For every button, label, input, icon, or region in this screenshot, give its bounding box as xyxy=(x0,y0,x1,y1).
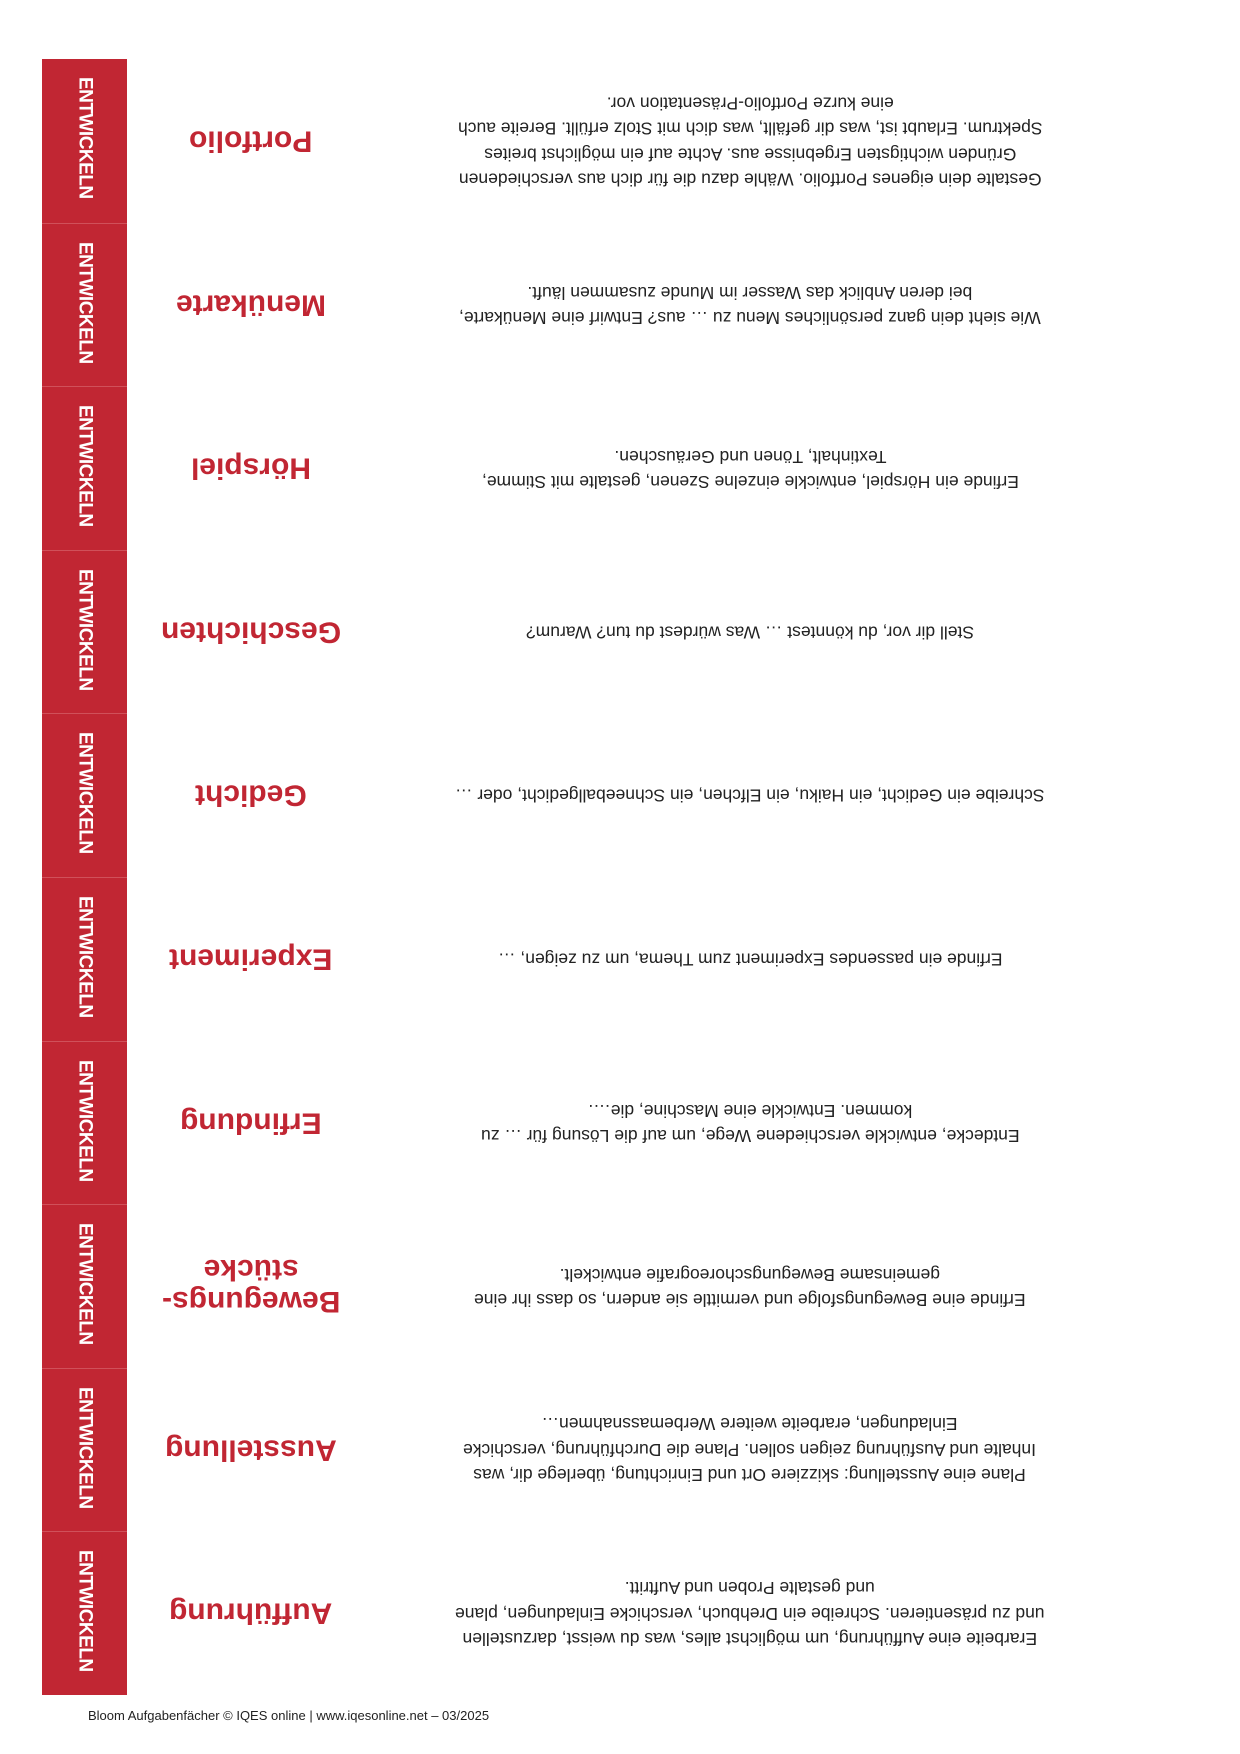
card-title: Experiment xyxy=(169,942,333,976)
card-text: Erarbeite eine Aufführung, um möglichst alles, was du weisst, darzustellen und zu präsentieren. Schreibe ein Drehbuch, verschicke Einladungen, plane und gestalte Proben und Auftritt. xyxy=(455,1578,1045,1650)
category-tab xyxy=(42,1204,127,1368)
category-tab xyxy=(42,713,127,877)
card-sheet xyxy=(42,59,1125,1695)
card-row xyxy=(42,713,1125,877)
page-footer: Bloom Aufgabenfächer © IQES online | www.iqesonline.net – 03/2025 xyxy=(88,1708,490,1723)
category-tab xyxy=(42,1531,127,1695)
card-title: Portfolio xyxy=(189,124,313,158)
card-title: Gedicht xyxy=(195,778,307,812)
category-label: ENTWICKELN xyxy=(74,1223,96,1345)
card-title-cell xyxy=(127,1041,375,1205)
card-text-cell xyxy=(375,59,1125,223)
card-title-cell xyxy=(127,877,375,1041)
category-label: ENTWICKELN xyxy=(74,241,96,364)
card-text-cell xyxy=(375,550,1125,714)
card-text: Erfinde eine Bewegungsfolge und vermittle sie andern, so dass ihr eine gemeinsame Bewegungschoreografie entwickelt. xyxy=(474,1263,1026,1310)
card-title-cell xyxy=(127,1204,375,1368)
card-text-cell xyxy=(375,386,1125,550)
card-title: Hörspiel xyxy=(190,451,312,485)
card-text-cell xyxy=(375,1041,1125,1205)
card-row xyxy=(42,1531,1125,1695)
category-label: ENTWICKELN xyxy=(74,1550,96,1672)
card-text: Schreibe ein Gedicht, ein Haiku, ein Elfchen, ein Schneeballgedicht, oder … xyxy=(455,785,1045,806)
card-text-cell xyxy=(375,713,1125,877)
card-title-cell xyxy=(127,1531,375,1695)
card-title-cell xyxy=(127,386,375,550)
card-title-cell xyxy=(127,59,375,223)
card-text-cell xyxy=(375,877,1125,1041)
category-tab xyxy=(42,223,127,387)
card-title-cell xyxy=(127,713,375,877)
card-text-cell xyxy=(375,223,1125,387)
card-text: Erfinde ein Hörspiel, entwickle einzelne Szenen, gestalte mit Stimme, Textinhalt, Tönen und Geräuschen. xyxy=(481,445,1019,492)
category-label: ENTWICKELN xyxy=(74,1386,96,1509)
card-text-cell xyxy=(375,1368,1125,1532)
card-title: Menükarte xyxy=(175,288,327,322)
card-row xyxy=(42,1041,1125,1205)
card-row xyxy=(42,550,1125,714)
category-label: ENTWICKELN xyxy=(74,77,96,199)
category-tab xyxy=(42,59,127,223)
category-label: ENTWICKELN xyxy=(74,1059,96,1182)
card-text: Wie sieht dein ganz persönliches Menu zu … aus? Entwirf eine Menükarte, bei deren Anblick das Wasser im Munde zusammen läuft. xyxy=(459,282,1041,328)
card-title-cell xyxy=(127,1368,375,1532)
card-title: Erfindung xyxy=(180,1106,322,1140)
card-text: Plane eine Ausstellung: skizziere Ort und Einrichtung, überlege dir, was Inhalte und Ausführung zeigen sollen. Plane die Durchführung, verschicke Einladungen, erarbeite weitere Werbemassnahmen… xyxy=(463,1414,1037,1486)
card-title: Geschichten xyxy=(160,615,342,649)
card-title-cell xyxy=(127,550,375,714)
card-row xyxy=(42,59,1125,223)
card-row xyxy=(42,1368,1125,1532)
card-text: Erfinde ein passendes Experiment zum Thema, um zu zeigen, … xyxy=(497,949,1003,970)
category-tab xyxy=(42,550,127,714)
card-text: Stell dir vor, du könntest … Was würdest du tun? Warum? xyxy=(525,622,975,643)
card-text: Gestalte dein eigenes Portfolio. Wähle dazu die für dich aus verschiedenen Gründen wichtigsten Ergebnisse aus. Achte auf ein möglichst breites Spektrum. Erlaubt ist, was dir gefällt, was dich mit Stolz erfüllt. Bereite auch eine kurze Portfolio-Präsentation vor. xyxy=(457,93,1043,190)
card-title-cell xyxy=(127,223,375,387)
category-label: ENTWICKELN xyxy=(74,732,96,855)
card-row xyxy=(42,223,1125,387)
card-row xyxy=(42,386,1125,550)
card-title: Ausstellung xyxy=(165,1433,337,1467)
category-label: ENTWICKELN xyxy=(74,895,96,1018)
category-tab xyxy=(42,877,127,1041)
category-tab xyxy=(42,386,127,550)
card-row xyxy=(42,1204,1125,1368)
card-text-cell xyxy=(375,1204,1125,1368)
card-title: Aufführung xyxy=(169,1596,333,1630)
category-tab xyxy=(42,1041,127,1205)
category-label: ENTWICKELN xyxy=(74,568,96,691)
card-text-cell xyxy=(375,1531,1125,1695)
card-title: Bewegungs- stücke xyxy=(161,1253,341,1319)
card-text: Entdecke, entwickle verschiedene Wege, um auf die Lösung für … zu kommen. Entwickle eine Maschine, die…. xyxy=(480,1100,1020,1146)
card-row xyxy=(42,877,1125,1041)
category-tab xyxy=(42,1368,127,1532)
category-label: ENTWICKELN xyxy=(74,405,96,527)
